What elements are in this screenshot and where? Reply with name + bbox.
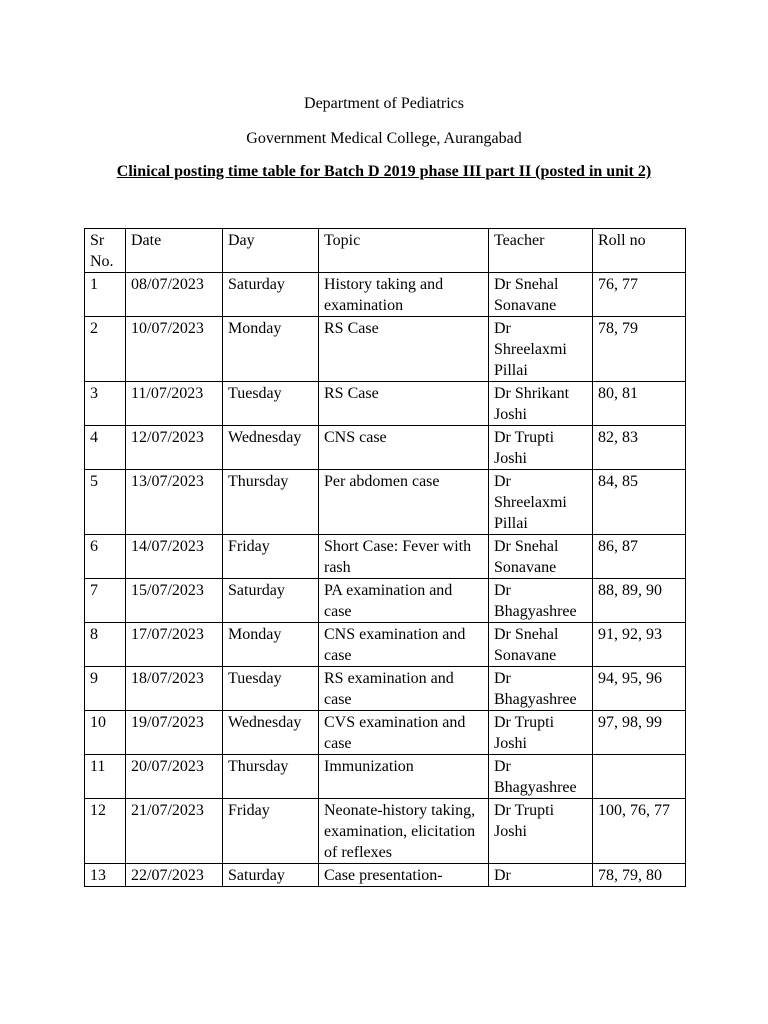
cell-topic: Per abdomen case [319,470,489,535]
cell-sr-no: 11 [85,755,126,799]
cell-sr-no: 2 [85,317,126,382]
cell-day: Saturday [223,579,319,623]
table-row [85,711,686,755]
table-row [85,755,686,799]
cell-roll-no: 78, 79 [593,317,686,382]
cell-date: 10/07/2023 [126,317,223,382]
cell-roll-no: 80, 81 [593,382,686,426]
column-header-sr-no: Sr No. [85,229,126,273]
cell-sr-no: 9 [85,667,126,711]
cell-sr-no: 1 [85,273,126,317]
cell-day: Tuesday [223,382,319,426]
cell-teacher: Dr Shreelaxmi Pillai [489,470,593,535]
table-row [85,535,686,579]
cell-topic: RS Case [319,317,489,382]
table-row [85,382,686,426]
cell-day: Wednesday [223,711,319,755]
cell-topic: Case presentation- [319,864,489,887]
cell-teacher: Dr Bhagyashree [489,579,593,623]
cell-sr-no: 12 [85,799,126,864]
cell-roll-no: 76, 77 [593,273,686,317]
cell-day: Thursday [223,470,319,535]
cell-day: Monday [223,317,319,382]
table-row [85,470,686,535]
table-row [85,623,686,667]
table-header-row [85,229,686,273]
cell-topic: CNS examination and case [319,623,489,667]
cell-day: Wednesday [223,426,319,470]
cell-teacher: Dr Trupti Joshi [489,799,593,864]
cell-sr-no: 8 [85,623,126,667]
cell-date: 20/07/2023 [126,755,223,799]
cell-date: 12/07/2023 [126,426,223,470]
table-row [85,864,686,887]
cell-sr-no: 10 [85,711,126,755]
cell-teacher: Dr Shreelaxmi Pillai [489,317,593,382]
cell-roll-no: 86, 87 [593,535,686,579]
table-row [85,273,686,317]
cell-roll-no: 78, 79, 80 [593,864,686,887]
table-body [85,273,686,887]
cell-date: 22/07/2023 [126,864,223,887]
cell-day: Friday [223,535,319,579]
cell-teacher: Dr Trupti Joshi [489,426,593,470]
cell-roll-no [593,755,686,799]
cell-date: 14/07/2023 [126,535,223,579]
column-header-day: Day [223,229,319,273]
cell-sr-no: 7 [85,579,126,623]
cell-date: 15/07/2023 [126,579,223,623]
cell-sr-no: 3 [85,382,126,426]
cell-topic: RS examination and case [319,667,489,711]
cell-day: Tuesday [223,667,319,711]
column-header-topic: Topic [319,229,489,273]
table-row [85,579,686,623]
college-heading: Government Medical College, Aurangabad [246,130,522,147]
cell-teacher: Dr Bhagyashree [489,755,593,799]
cell-topic: CVS examination and case [319,711,489,755]
cell-day: Saturday [223,864,319,887]
cell-day: Thursday [223,755,319,799]
cell-topic: Immunization [319,755,489,799]
cell-topic: PA examination and case [319,579,489,623]
cell-day: Friday [223,799,319,864]
cell-date: 21/07/2023 [126,799,223,864]
table-row [85,317,686,382]
cell-sr-no: 4 [85,426,126,470]
cell-sr-no: 5 [85,470,126,535]
cell-sr-no: 13 [85,864,126,887]
table-row [85,799,686,864]
cell-roll-no: 91, 92, 93 [593,623,686,667]
cell-date: 17/07/2023 [126,623,223,667]
cell-date: 18/07/2023 [126,667,223,711]
document-title: Clinical posting time table for Batch D 2019 phase III part II (posted in unit 2) [116,163,652,180]
cell-sr-no: 6 [85,535,126,579]
column-header-teacher: Teacher [489,229,593,273]
column-header-date: Date [126,229,223,273]
cell-topic: Short Case: Fever with rash [319,535,489,579]
department-heading: Department of Pediatrics [304,95,464,112]
cell-teacher: Dr [489,864,593,887]
cell-teacher: Dr Snehal Sonavane [489,273,593,317]
cell-roll-no: 97, 98, 99 [593,711,686,755]
column-header-roll-no: Roll no [593,229,686,273]
cell-topic: RS Case [319,382,489,426]
table-row [85,426,686,470]
cell-teacher: Dr Snehal Sonavane [489,623,593,667]
cell-teacher: Dr Bhagyashree [489,667,593,711]
cell-date: 13/07/2023 [126,470,223,535]
cell-topic: CNS case [319,426,489,470]
cell-teacher: Dr Trupti Joshi [489,711,593,755]
cell-roll-no: 82, 83 [593,426,686,470]
cell-teacher: Dr Shrikant Joshi [489,382,593,426]
cell-day: Monday [223,623,319,667]
posting-schedule-table [84,228,686,887]
cell-date: 19/07/2023 [126,711,223,755]
cell-roll-no: 100, 76, 77 [593,799,686,864]
table-row [85,667,686,711]
cell-date: 11/07/2023 [126,382,223,426]
cell-roll-no: 94, 95, 96 [593,667,686,711]
cell-topic: History taking and examination [319,273,489,317]
cell-day: Saturday [223,273,319,317]
cell-roll-no: 88, 89, 90 [593,579,686,623]
cell-topic: Neonate-history taking, examination, elicitation of reflexes [319,799,489,864]
cell-date: 08/07/2023 [126,273,223,317]
cell-roll-no: 84, 85 [593,470,686,535]
cell-teacher: Dr Snehal Sonavane [489,535,593,579]
